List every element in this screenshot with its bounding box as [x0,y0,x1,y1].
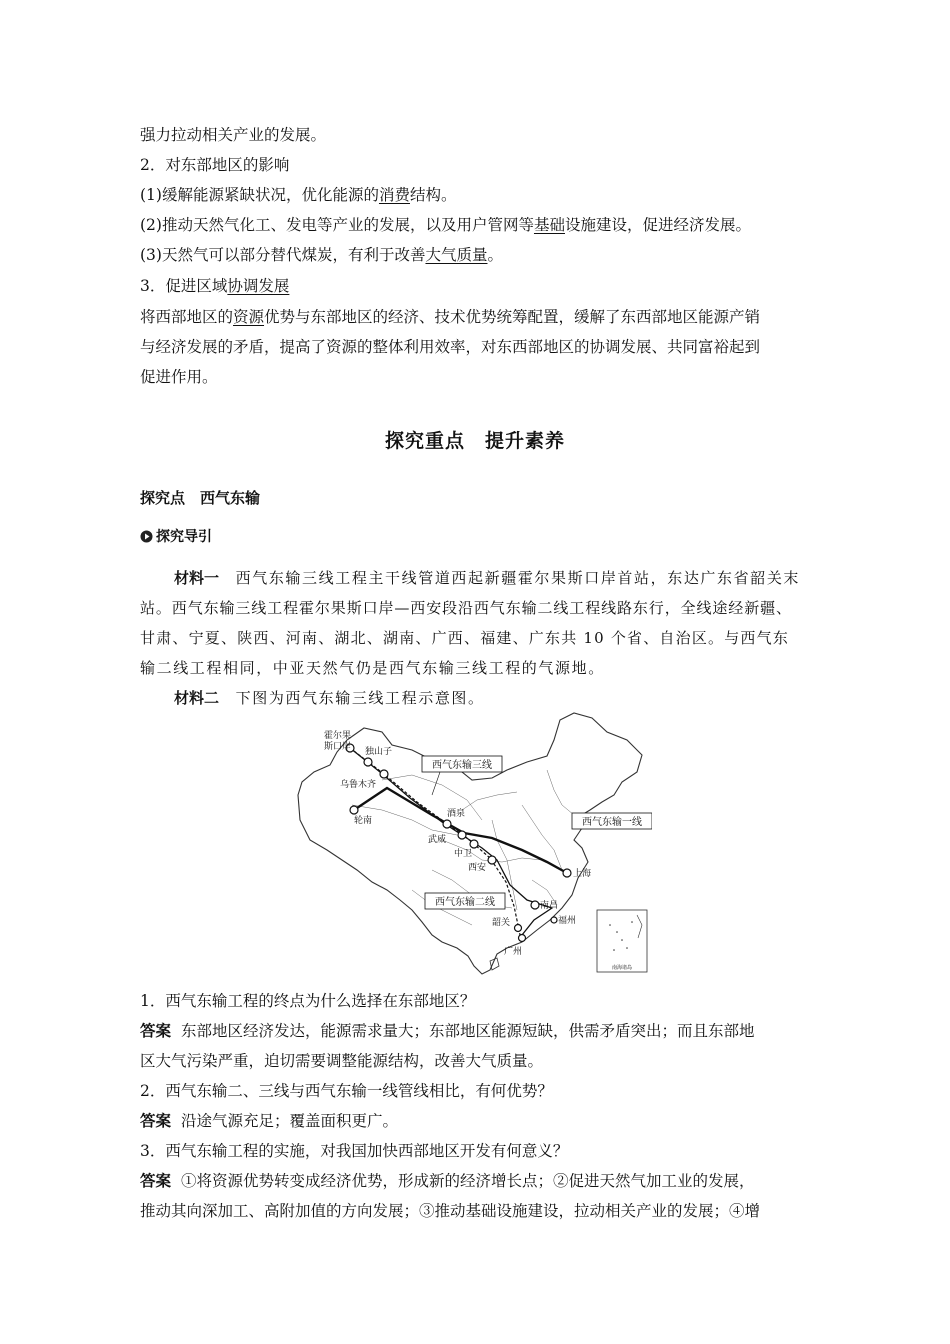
coordination-para-line-3: 促进作用。 [140,368,218,386]
material-1-line-1: 材料一 西气东输三线工程主干线管道西起新疆霍尔果斯口岸首站，东达广东省韶关末 [174,569,801,587]
city-xian-label: 西安 [468,863,487,873]
south-sea-inset [597,910,647,972]
impact-point-1: (1)缓解能源紧缺状况，优化能源的消费结构。 [140,186,457,204]
city-wuwei-marker [458,831,466,839]
city-lunnan-label: 轮南 [354,816,373,826]
city-guangzhou-marker [519,935,526,942]
city-dushanzi-marker [364,758,372,766]
section-heading: 探究重点 提升素养 [384,430,565,452]
city-xian-marker [488,856,496,864]
city-nanchang-marker [531,901,539,909]
city-jiuquan-label: 酒泉 [447,809,466,819]
city-horgos-label-2: 斯口岸 [324,742,352,752]
city-markers [346,744,571,942]
question-2: 2．西气东输二、三线与西气东输一线管线相比，有何优势？ [140,1082,553,1100]
impact-point-2: (2)推动天然气化工、发电等产业的发展，以及用户管网等基础设施建设，促进经济发展。 [140,216,751,234]
material-2-line: 材料二 下图为西气东输三线工程示意图。 [174,689,485,707]
material-1-line-3: 甘肃、宁夏、陕西、河南、湖北、湖南、广西、福建、广东共 10 个省、自治区。与西气东 [140,629,790,647]
pipeline-line-1 [354,788,567,873]
city-dushanzi-label: 独山子 [365,747,393,757]
answer-3-line-2: 推动其向深加工、高附加值的方向发展；③推动基础设施建设，拉动相关产业的发展；④增 [140,1202,761,1220]
city-jiuquan-marker [443,820,451,828]
city-fuzhou-marker [551,917,557,923]
guide-header [140,526,212,546]
city-zhongwei-label: 中卫 [454,849,473,859]
city-urumqi-marker [380,770,388,778]
question-1: 1．西气东输工程的终点为什么选择在东部地区？ [140,992,476,1010]
answer-1-line-2: 区大气污染严重，迫切需要调整能源结构，改善大气质量。 [140,1052,544,1070]
city-shaoguan-marker [515,925,522,932]
answer-2-line-1: 答案 沿途气源充足；覆盖面积更广。 [140,1112,399,1130]
coordination-para-line-2: 与经济发展的矛盾，提高了资源的整体利用效率，对东西部地区的协调发展、共同富裕起到 [140,338,761,356]
line3-label: 西气东输三线 [432,760,492,771]
city-wuwei-label: 武威 [428,835,447,845]
material-1-line-2: 站。西气东输三线工程霍尔果斯口岸—西安段沿西气东输二线工程线路东行，全线途经新疆、 [140,599,792,617]
guide-label: 探究导引 [156,529,212,545]
item-3-title: 3．促进区域协调发展 [140,277,290,295]
city-horgos-label-1: 霍尔果 [324,731,352,741]
material-1-line-4: 输二线工程相同，中亚天然气仍是西气东输三线工程的气源地。 [140,659,605,677]
city-shanghai-label: 上海 [573,869,592,879]
question-3: 3．西气东输工程的实施，对我国加快西部地区开发有何意义？ [140,1142,569,1160]
pipeline-map [292,710,652,978]
line2-label: 西气东输二线 [435,897,495,908]
intro-line: 强力拉动相关产业的发展。 [140,126,327,144]
line1-label: 西气东输一线 [582,817,642,828]
city-fuzhou-label: 福州 [558,916,577,926]
city-lunnan-marker [350,806,358,814]
city-nanchang-label: 南昌 [540,901,559,911]
answer-1-line-1: 答案 东部地区经济发达，能源需求量大；东部地区能源短缺，供需矛盾突出；而且东部地 [140,1022,755,1040]
impact-point-3: (3)天然气可以部分替代煤炭，有利于改善大气质量。 [140,246,503,264]
city-shanghai-marker [563,869,571,877]
subsection-title: 探究点 西气东输 [140,489,261,507]
coordination-para-line-1: 将西部地区的资源优势与东部地区的经济、技术优势统筹配置，缓解了东西部地区能源产销 [140,308,761,326]
item-2-title: 2．对东部地区的影响 [140,156,290,174]
city-shaoguan-label: 韶关 [492,918,511,928]
city-zhongwei-marker [470,840,478,848]
city-urumqi-label: 乌鲁木齐 [340,780,377,790]
play-circle-icon [140,530,153,543]
answer-3-line-1: 答案 ①将资源优势转变成经济优势，形成新的经济增长点；②促进天然气加工业的发展， [140,1172,755,1190]
inset-label: 南海诸岛 [611,965,633,971]
city-guangzhou-label: 广州 [504,947,523,957]
